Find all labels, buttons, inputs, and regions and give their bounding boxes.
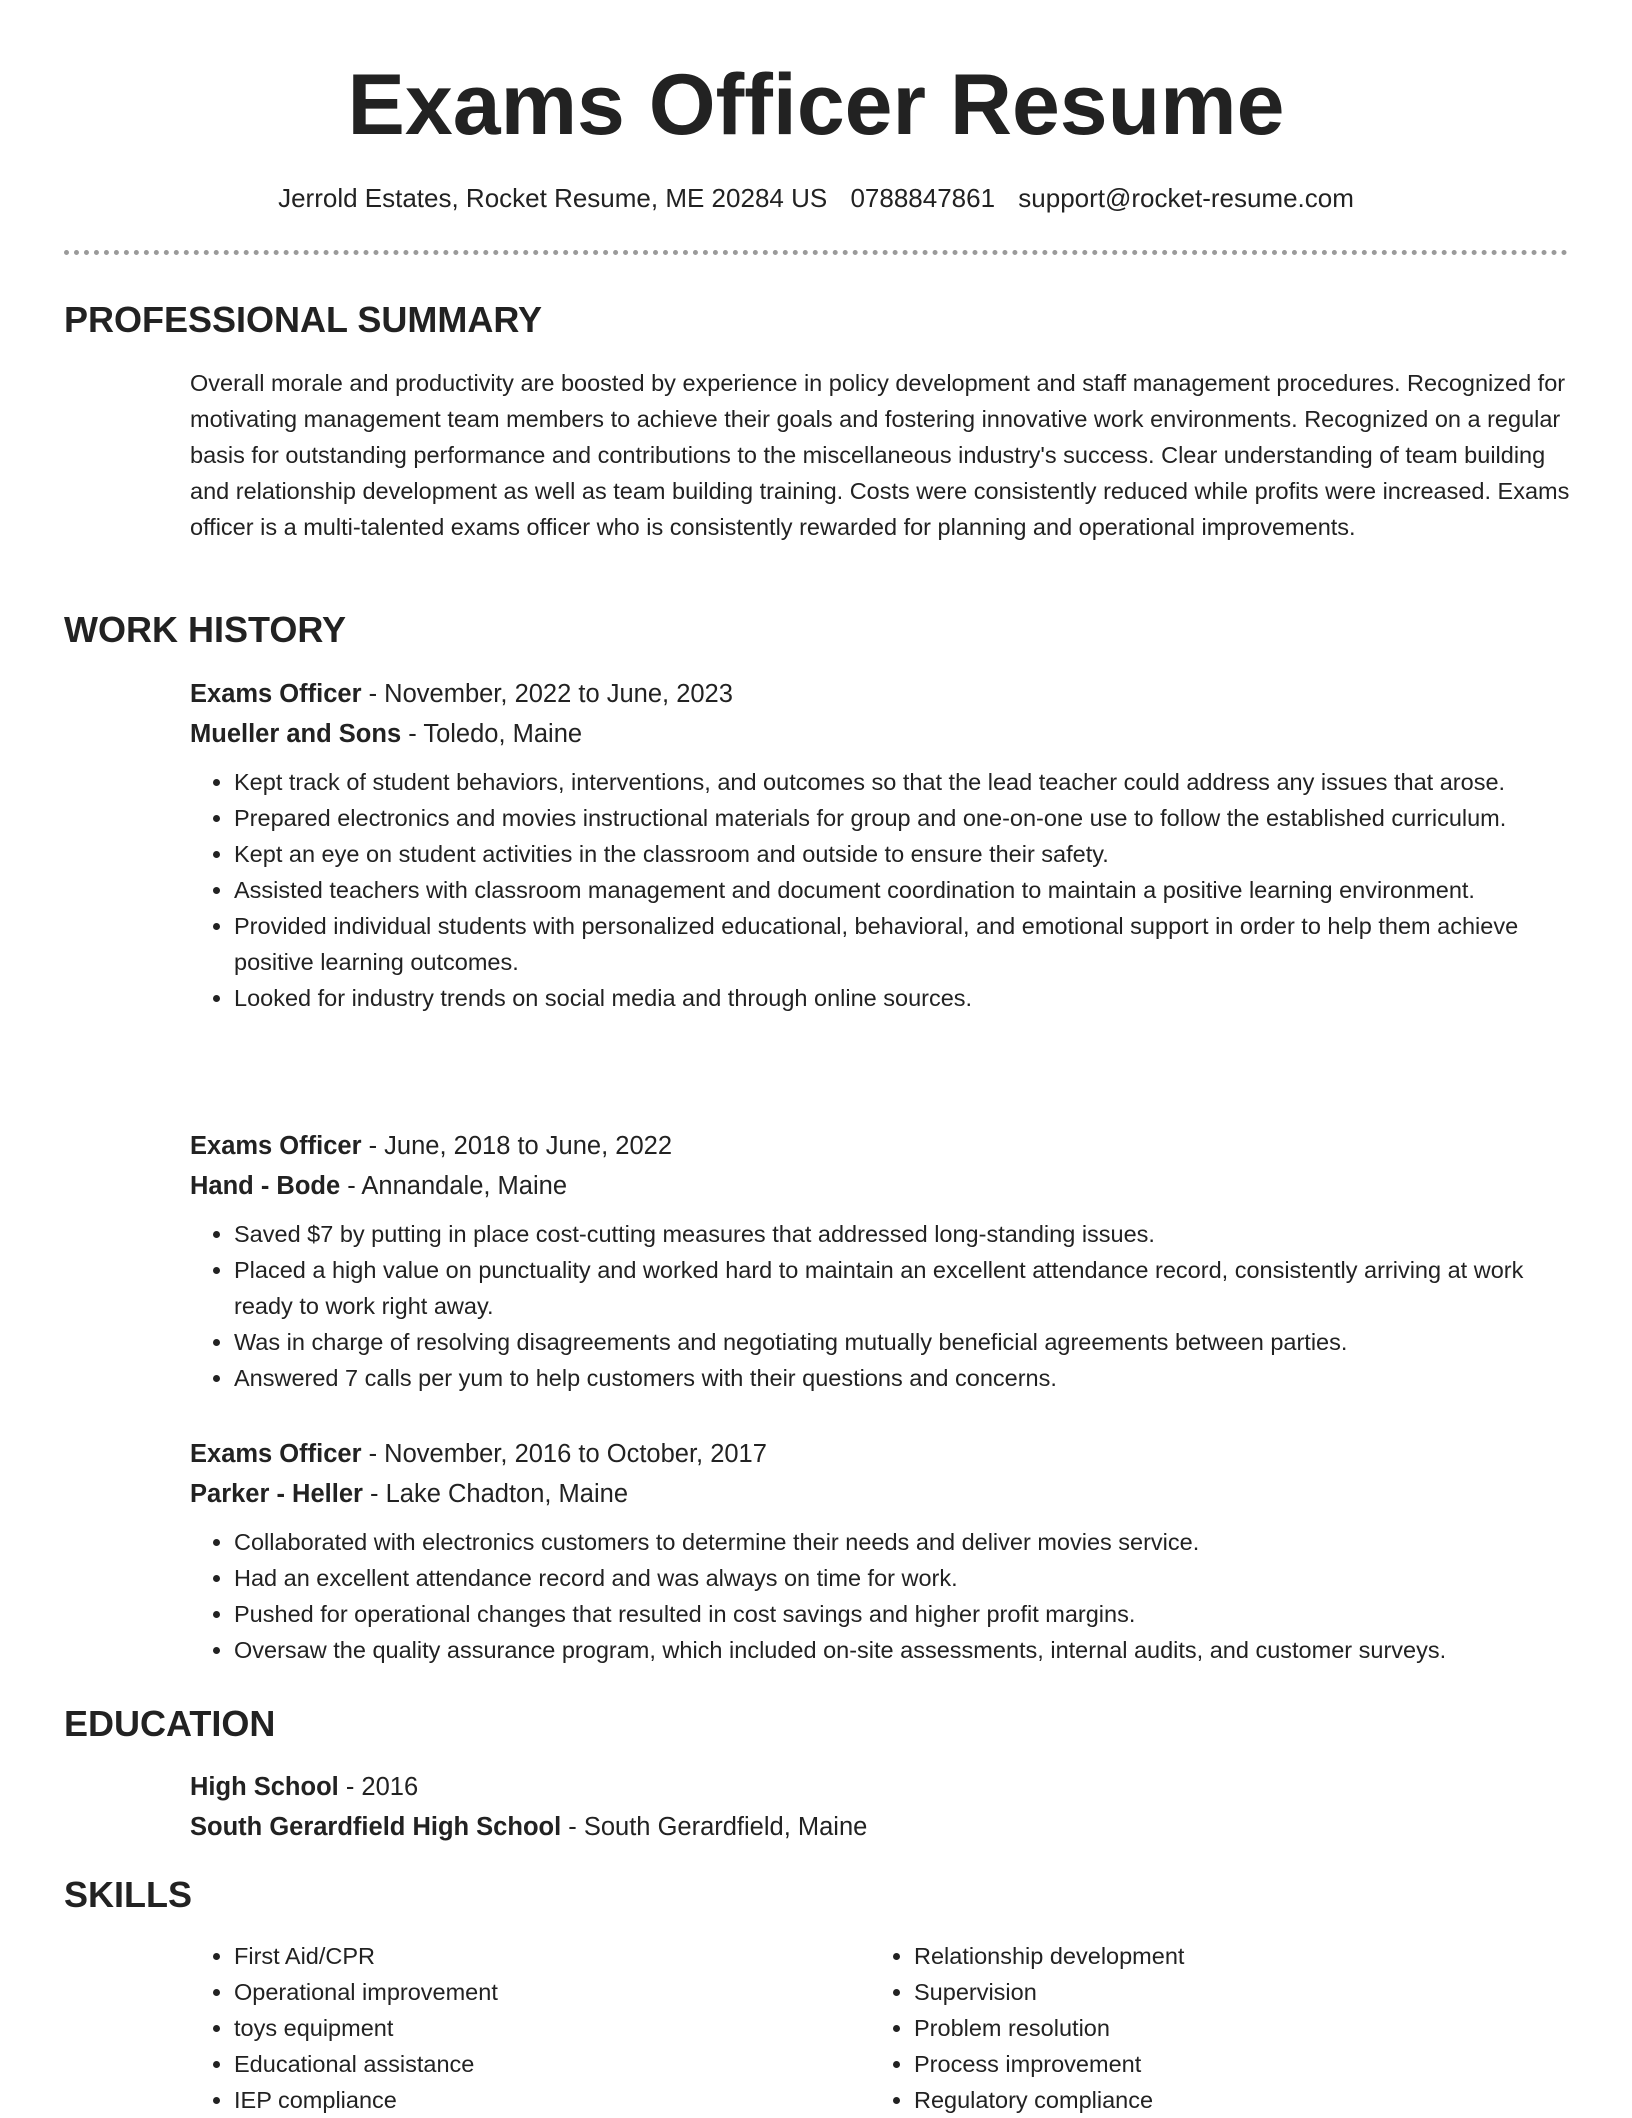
job-title-line bbox=[190, 1434, 1570, 1474]
contact-phone: 0788847861 bbox=[850, 183, 996, 213]
skill-item: • Educational assistance bbox=[234, 2046, 870, 2082]
job-company-line bbox=[190, 1166, 1570, 1206]
job-bullet: • Was in charge of resolving disagreements and negotiating mutually beneficial agreements between parties. bbox=[234, 1324, 1570, 1360]
skills-list bbox=[190, 1938, 870, 2118]
skill-item: • First Aid/CPR bbox=[234, 1938, 870, 1974]
section-heading-summary: PROFESSIONAL SUMMARY bbox=[64, 299, 543, 340]
job-company-line bbox=[190, 1474, 1570, 1514]
education-location: - South Gerardfield, Maine bbox=[561, 1813, 868, 1841]
section-heading-work: WORK HISTORY bbox=[64, 609, 347, 650]
job-company: Parker - Heller bbox=[190, 1480, 363, 1508]
job-dates: - November, 2022 to June, 2023 bbox=[361, 680, 733, 708]
job-bullet: • Had an excellent attendance record and was always on time for work. bbox=[234, 1560, 1570, 1596]
header-divider bbox=[64, 250, 1568, 255]
job-title: Exams Officer bbox=[190, 1132, 362, 1160]
skill-item: • Supervision bbox=[914, 1974, 1550, 2010]
job-title-line bbox=[190, 1126, 1570, 1166]
job-bullet: • Collaborated with electronics customers to determine their needs and deliver movies service. bbox=[234, 1524, 1570, 1560]
job-bullet: • Prepared electronics and movies instructional materials for group and one-on-one use to follow the established curriculum. bbox=[234, 800, 1570, 836]
job-title: Exams Officer bbox=[190, 1440, 362, 1468]
skill-item: • Regulatory compliance bbox=[914, 2082, 1550, 2118]
job-bullet: • Kept track of student behaviors, interventions, and outcomes so that the lead teacher could address any issues that arose. bbox=[234, 764, 1570, 800]
job-entry bbox=[190, 1434, 1570, 1668]
job-location: - Lake Chadton, Maine bbox=[362, 1480, 629, 1508]
contact-line bbox=[0, 180, 1632, 216]
job-bullets bbox=[190, 1524, 1570, 1668]
job-bullet: • Pushed for operational changes that resulted in cost savings and higher profit margins. bbox=[234, 1596, 1570, 1632]
skill-item: • Process improvement bbox=[914, 2046, 1550, 2082]
skills-column-right bbox=[870, 1938, 1550, 2118]
job-entry bbox=[190, 674, 1570, 1016]
job-company-line bbox=[190, 714, 1570, 754]
education-degree: High School bbox=[190, 1773, 339, 1801]
job-location: - Toledo, Maine bbox=[401, 720, 583, 748]
skills-grid bbox=[190, 1938, 1570, 2118]
job-title: Exams Officer bbox=[190, 680, 362, 708]
education-year: - 2016 bbox=[338, 1773, 419, 1801]
skill-item: • Relationship development bbox=[914, 1938, 1550, 1974]
job-company: Mueller and Sons bbox=[190, 720, 402, 748]
job-dates: - November, 2016 to October, 2017 bbox=[361, 1440, 767, 1468]
job-bullet: • Answered 7 calls per yum to help customers with their questions and concerns. bbox=[234, 1360, 1570, 1396]
section-heading-education: EDUCATION bbox=[64, 1703, 276, 1744]
job-company: Hand - Bode bbox=[190, 1172, 341, 1200]
contact-address: Jerrold Estates, Rocket Resume, ME 20284 US bbox=[278, 183, 828, 213]
job-bullets bbox=[190, 764, 1570, 1016]
job-bullet: • Kept an eye on student activities in the classroom and outside to ensure their safety. bbox=[234, 836, 1570, 872]
summary-block bbox=[190, 365, 1570, 545]
education-degree-line bbox=[190, 1767, 1570, 1807]
contact-email: support@rocket-resume.com bbox=[1018, 183, 1354, 213]
job-dates: - June, 2018 to June, 2022 bbox=[361, 1132, 672, 1160]
skill-item: • Operational improvement bbox=[234, 1974, 870, 2010]
education-school: South Gerardfield High School bbox=[190, 1813, 562, 1841]
skills-list bbox=[870, 1938, 1550, 2118]
job-location: - Annandale, Maine bbox=[340, 1172, 567, 1200]
job-bullet: • Saved $7 by putting in place cost-cutting measures that addressed long-standing issues. bbox=[234, 1216, 1570, 1252]
skill-item: • Problem resolution bbox=[914, 2010, 1550, 2046]
job-bullet: • Assisted teachers with classroom management and document coordination to maintain a positive learning environment. bbox=[234, 872, 1570, 908]
resume-title: Exams Officer Resume bbox=[347, 57, 1285, 153]
job-bullet: • Placed a high value on punctuality and worked hard to maintain an excellent attendance record, consistently arriving at work ready to work right away. bbox=[234, 1252, 1570, 1324]
job-title-line bbox=[190, 674, 1570, 714]
education-school-line bbox=[190, 1807, 1570, 1847]
job-bullet: • Looked for industry trends on social media and through online sources. bbox=[234, 980, 1570, 1016]
job-entry bbox=[190, 1126, 1570, 1396]
education-entry bbox=[190, 1767, 1570, 1847]
skills-column-left bbox=[190, 1938, 870, 2118]
skill-item: • toys equipment bbox=[234, 2010, 870, 2046]
skill-item: • IEP compliance bbox=[234, 2082, 870, 2118]
job-bullet: • Provided individual students with personalized educational, behavioral, and emotional support in order to help them achieve positive learning outcomes. bbox=[234, 908, 1570, 980]
job-bullet: • Oversaw the quality assurance program, which included on-site assessments, internal audits, and customer surveys. bbox=[234, 1632, 1570, 1668]
section-heading-skills: SKILLS bbox=[64, 1874, 193, 1915]
job-bullets bbox=[190, 1216, 1570, 1396]
summary-text: Overall morale and productivity are boosted by experience in policy development and staff management procedures. Recognized for motivating management team members to achieve their goals and fostering innovative work environments. Recognized on a regular basis for outstanding performance and contributions to the miscellaneous industry's success. Clear understanding of team building and relationship development as well as team building training. Costs were consistently reduced while profits were increased. Exams officer is a multi-talented exams officer who is consistently rewarded for planning and operational improvements. bbox=[190, 370, 1570, 540]
